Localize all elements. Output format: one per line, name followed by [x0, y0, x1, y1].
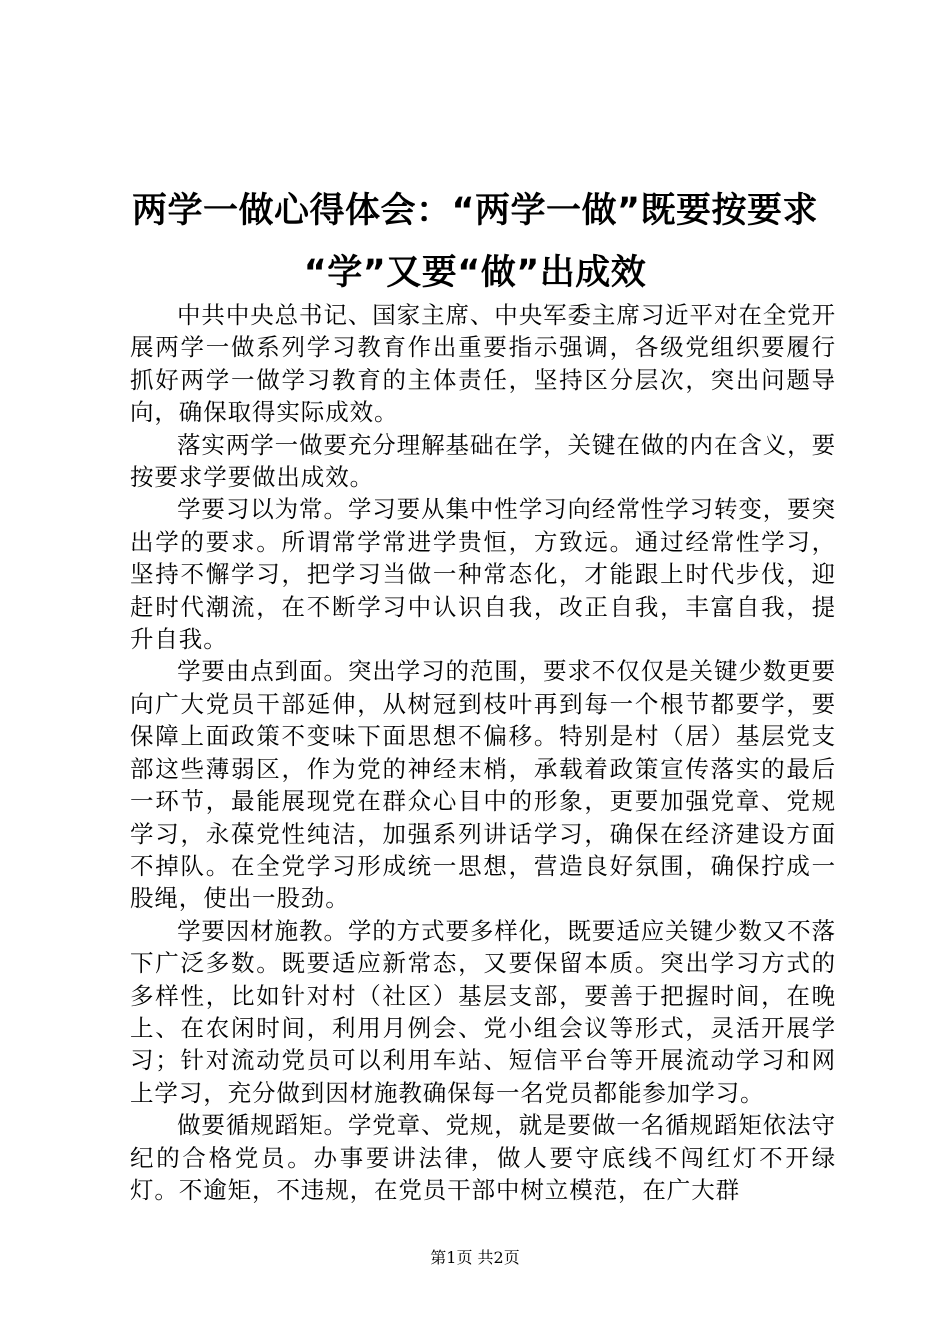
- body-paragraph-6: 做要循规蹈矩。学党章、党规，就是要做一名循规蹈矩依法守纪的合格党员。办事要讲法律，做人要守底线不闯红灯不开绿灯。不逾矩，不违规，在党员干部中树立模范，在广大群: [130, 1111, 836, 1204]
- page-footer: 第1页 共2页: [430, 1248, 520, 1267]
- body-paragraph-5: 学要因材施教。学的方式要多样化，既要适应关键少数又不落下广泛多数。既要适应新常态，又要保留本质。突出学习方式的多样性，比如针对村（社区）基层支部，要善于把握时间，在晚上、在农闲时间，利用月例会、党小组会议等形式，灵活开展学习；针对流动党员可以利用车站、短信平台等开展流动学习和网上学习，充分做到因材施教确保每一名党员都能参加学习。: [130, 916, 836, 1107]
- document-title-line-2: “学”又要“做”出成效: [303, 253, 647, 293]
- body-paragraph-3: 学要习以为常。学习要从集中性学习向经常性学习转变，要突出学的要求。所谓常学常进学贵恒，方致远。通过经常性学习，坚持不懈学习，把学习当做一种常态化，才能跟上时代步伐，迎赶时代潮流，在不断学习中认识自我，改正自我，丰富自我，提升自我。: [130, 495, 836, 654]
- document-title-line-1: 两学一做心得体会：“两学一做”既要按要求: [131, 191, 818, 231]
- document-body: [130, 299, 836, 1206]
- body-paragraph-2: 落实两学一做要充分理解基础在学，关键在做的内在含义，要按要求学要做出成效。: [130, 430, 836, 492]
- body-paragraph-1: 中共中央总书记、国家主席、中央军委主席习近平对在全党开展两学一做系列学习教育作出重要指示强调，各级党组织要履行抓好两学一做学习教育的主体责任，坚持区分层次，突出问题导向，确保取得实际成效。: [130, 301, 836, 427]
- body-paragraph-4: 学要由点到面。突出学习的范围，要求不仅仅是关键少数更要向广大党员干部延伸，从树冠到枝叶再到每一个根节都要学，要保障上面政策不变味下面思想不偏移。特别是村（居）基层党支部这些薄弱区，作为党的神经末梢，承载着政策宣传落实的最后一环节，最能展现党在群众心目中的形象，更要加强党章、党规学习，永葆党性纯洁，加强系列讲话学习，确保在经济建设方面不掉队。在全党学习形成统一思想，营造良好氛围，确保拧成一股绳，使出一股劲。: [130, 657, 836, 913]
